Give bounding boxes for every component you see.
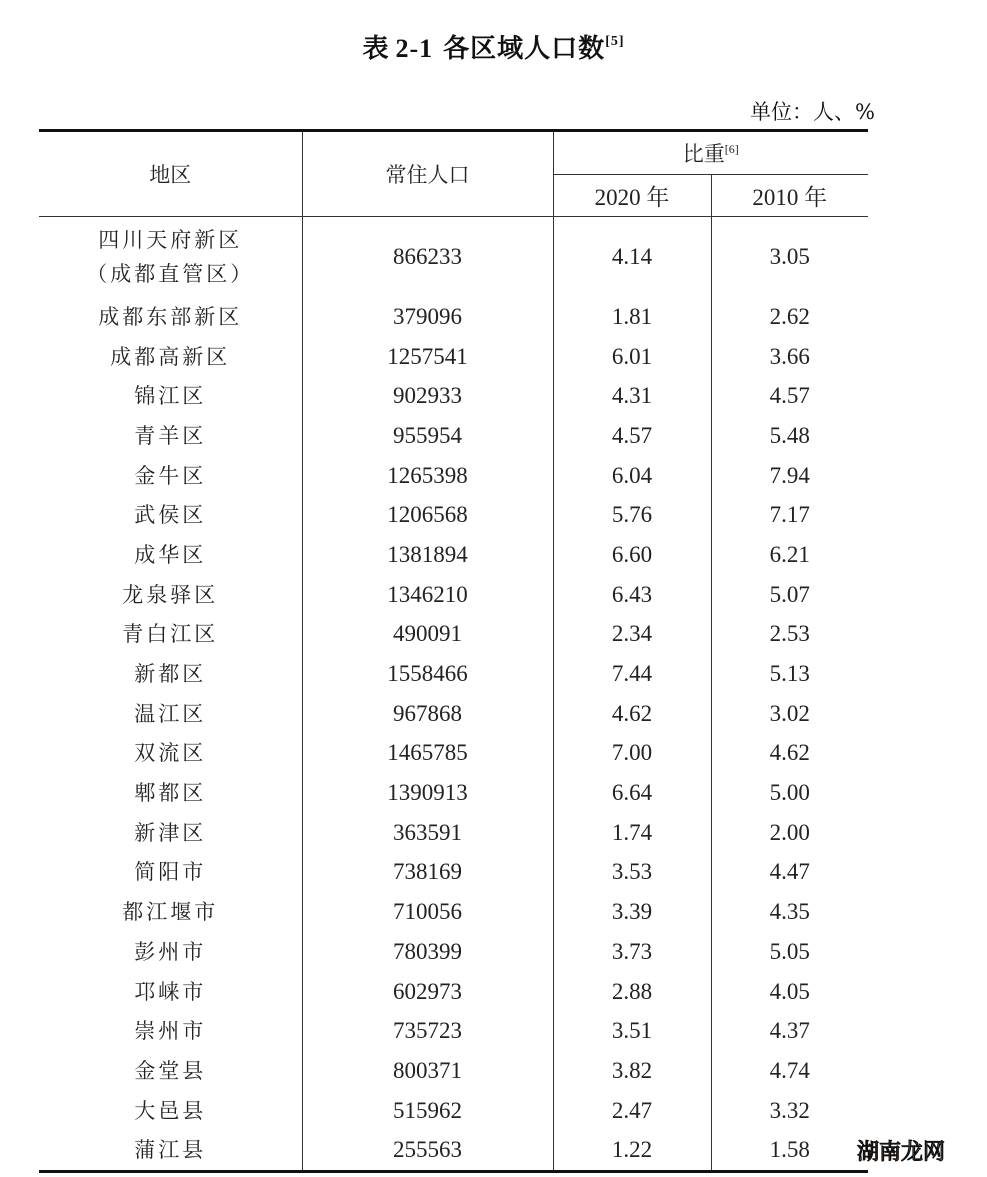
region-name: 成都东部新区 [98,304,243,329]
cell-population: 1558466 [302,654,553,694]
cell-ratio-2020: 3.39 [553,892,711,932]
cell-population: 602973 [302,972,553,1012]
watermark-part1: 湖南 [857,1140,902,1165]
cell-population: 1390913 [302,773,553,813]
cell-ratio-2010: 3.05 [769,244,810,269]
cell-ratio-2010: 3.66 [769,343,810,369]
cell-ratio-2020: 6.64 [553,773,711,813]
region-name: 成都高新区 [110,344,231,369]
header-2010: 2010 年 [711,175,868,217]
cell-ratio-2010: 6.21 [769,541,810,567]
header-region: 地区 [39,131,302,217]
cell-population: 866233 [302,217,553,298]
region-name: 成华区 [134,542,207,567]
population-table [39,129,868,1173]
cell-region [39,1091,302,1131]
table-row [39,734,868,774]
cell-ratio-2010: 4.05 [769,978,810,1004]
table-row [39,773,868,813]
region-name: 青羊区 [134,423,207,448]
cell-region [39,1051,302,1091]
cell-ratio-2020: 6.04 [553,456,711,496]
cell-ratio-2010: 5.00 [769,780,810,806]
cell-ratio-2020: 6.60 [553,535,711,575]
region-name: 蒲江县 [134,1138,207,1163]
cell-population: 800371 [302,1051,553,1091]
cell-ratio-2020: 2.88 [553,972,711,1012]
region-name: 简阳市 [134,860,207,885]
table-row [39,1091,868,1131]
table-row [39,337,868,377]
cell-ratio-2010: 4.62 [769,740,810,766]
cell-population: 1381894 [302,535,553,575]
table-row [39,456,868,496]
cell-ratio-2010: 4.37 [769,1018,810,1044]
cell-ratio-2010: 5.07 [769,581,810,607]
watermark [857,1135,945,1166]
title-footnote: [5] [605,34,625,49]
cell-region [39,734,302,774]
table-row [39,694,868,734]
cell-population: 1465785 [302,734,553,774]
unit-label: 单位：人、% [750,100,875,124]
title-text: 各区域人口数 [443,34,606,64]
cell-population: 515962 [302,1091,553,1131]
cell-region [39,535,302,575]
cell-ratio-2020: 4.14 [553,217,711,298]
cell-population: 902933 [302,376,553,416]
table-row [39,1130,868,1171]
cell-ratio-2020: 5.76 [553,495,711,535]
cell-ratio-2010: 2.62 [769,303,810,329]
region-name: 青白江区 [122,622,219,647]
header-ratio-label: 比重 [682,142,725,166]
table-row [39,376,868,416]
cell-ratio-2010: 2.53 [769,621,810,647]
cell-population: 379096 [302,297,553,337]
table-row [39,416,868,456]
cell-region [39,972,302,1012]
table-row [39,654,868,694]
cell-population: 1346210 [302,575,553,615]
cell-population: 967868 [302,694,553,734]
region-name: 温江区 [134,701,207,726]
cell-population: 1257541 [302,337,553,377]
cell-population: 363591 [302,813,553,853]
region-name: 邛崃市 [134,979,207,1004]
cell-region [39,337,302,377]
cell-population: 710056 [302,892,553,932]
header-ratio-footnote: [6] [724,142,739,156]
cell-ratio-2020: 7.44 [553,654,711,694]
cell-region [39,575,302,615]
cell-ratio-2020: 6.01 [553,337,711,377]
header-population: 常住人口 [302,131,553,217]
table-row [39,972,868,1012]
cell-ratio-2020: 3.51 [553,1011,711,1051]
header-ratio [553,131,868,175]
table-row [39,575,868,615]
cell-ratio-2010: 7.17 [769,502,810,528]
cell-region [39,694,302,734]
region-name: 锦江区 [134,384,207,409]
cell-ratio-2020: 3.82 [553,1051,711,1091]
cell-ratio-2010: 5.48 [769,422,810,448]
header-2020: 2020 年 [553,175,711,217]
cell-region [39,654,302,694]
title-prefix: 表 [362,34,390,64]
region-name: 金堂县 [134,1058,207,1083]
cell-ratio-2020: 2.47 [553,1091,711,1131]
region-name: 崇州市 [134,1019,207,1044]
cell-ratio-2010: 1.58 [769,1137,810,1163]
cell-ratio-2020: 1.81 [553,297,711,337]
region-name: 龙泉驿区 [122,582,219,607]
table-row [39,1011,868,1051]
table-row [39,495,868,535]
cell-region [39,1130,302,1171]
table-row [39,615,868,655]
region-name: 大邑县 [134,1098,207,1123]
cell-region [39,773,302,813]
cell-ratio-2010: 4.74 [769,1057,810,1083]
cell-ratio-2020: 7.00 [553,734,711,774]
cell-region [39,217,302,298]
cell-ratio-2020: 3.73 [553,932,711,972]
table-body [39,217,868,1172]
table-row [39,892,868,932]
cell-population: 255563 [302,1130,553,1171]
cell-population: 735723 [302,1011,553,1051]
cell-ratio-2020: 4.31 [553,376,711,416]
cell-population: 780399 [302,932,553,972]
region-name: 郫都区 [134,781,207,806]
region-name: 新津区 [134,820,207,845]
region-name-line2: （成都直管区） [86,262,255,286]
cell-ratio-2010: 4.57 [769,383,810,409]
cell-region [39,892,302,932]
table-title [0,28,987,65]
table-row [39,297,868,337]
table-row [39,217,868,298]
region-name: 彭州市 [134,939,207,964]
region-name: 四川天府新区 [98,228,243,252]
region-name: 金牛区 [134,463,207,488]
cell-population: 1265398 [302,456,553,496]
cell-population: 490091 [302,615,553,655]
cell-ratio-2010: 3.02 [769,700,810,726]
cell-ratio-2020: 3.53 [553,853,711,893]
cell-ratio-2010: 3.32 [769,1097,810,1123]
region-name: 武侯区 [134,503,207,528]
table-row [39,853,868,893]
region-name: 都江堰市 [122,900,219,925]
cell-region [39,297,302,337]
cell-ratio-2020: 6.43 [553,575,711,615]
cell-region [39,416,302,456]
cell-region [39,853,302,893]
cell-ratio-2020: 4.57 [553,416,711,456]
cell-ratio-2010: 4.47 [769,859,810,885]
region-name: 新都区 [134,662,207,687]
table-row [39,813,868,853]
cell-population: 955954 [302,416,553,456]
cell-ratio-2010: 4.35 [769,899,810,925]
cell-region [39,376,302,416]
table-row [39,535,868,575]
cell-ratio-2010: 7.94 [769,462,810,488]
cell-population: 1206568 [302,495,553,535]
watermark-part2: 龙网 [901,1140,946,1165]
cell-region [39,932,302,972]
cell-ratio-2010: 5.13 [769,661,810,687]
table-row [39,1051,868,1091]
cell-population: 738169 [302,853,553,893]
cell-ratio-2020: 4.62 [553,694,711,734]
cell-region [39,495,302,535]
cell-region [39,615,302,655]
cell-ratio-2020: 2.34 [553,615,711,655]
cell-region [39,456,302,496]
title-number: 2-1 [395,34,434,63]
cell-ratio-2020: 1.22 [553,1130,711,1171]
cell-ratio-2020: 1.74 [553,813,711,853]
region-name: 双流区 [134,741,207,766]
cell-ratio-2010: 2.00 [769,819,810,845]
cell-region [39,813,302,853]
table-row [39,932,868,972]
cell-region [39,1011,302,1051]
cell-ratio-2010: 5.05 [769,938,810,964]
